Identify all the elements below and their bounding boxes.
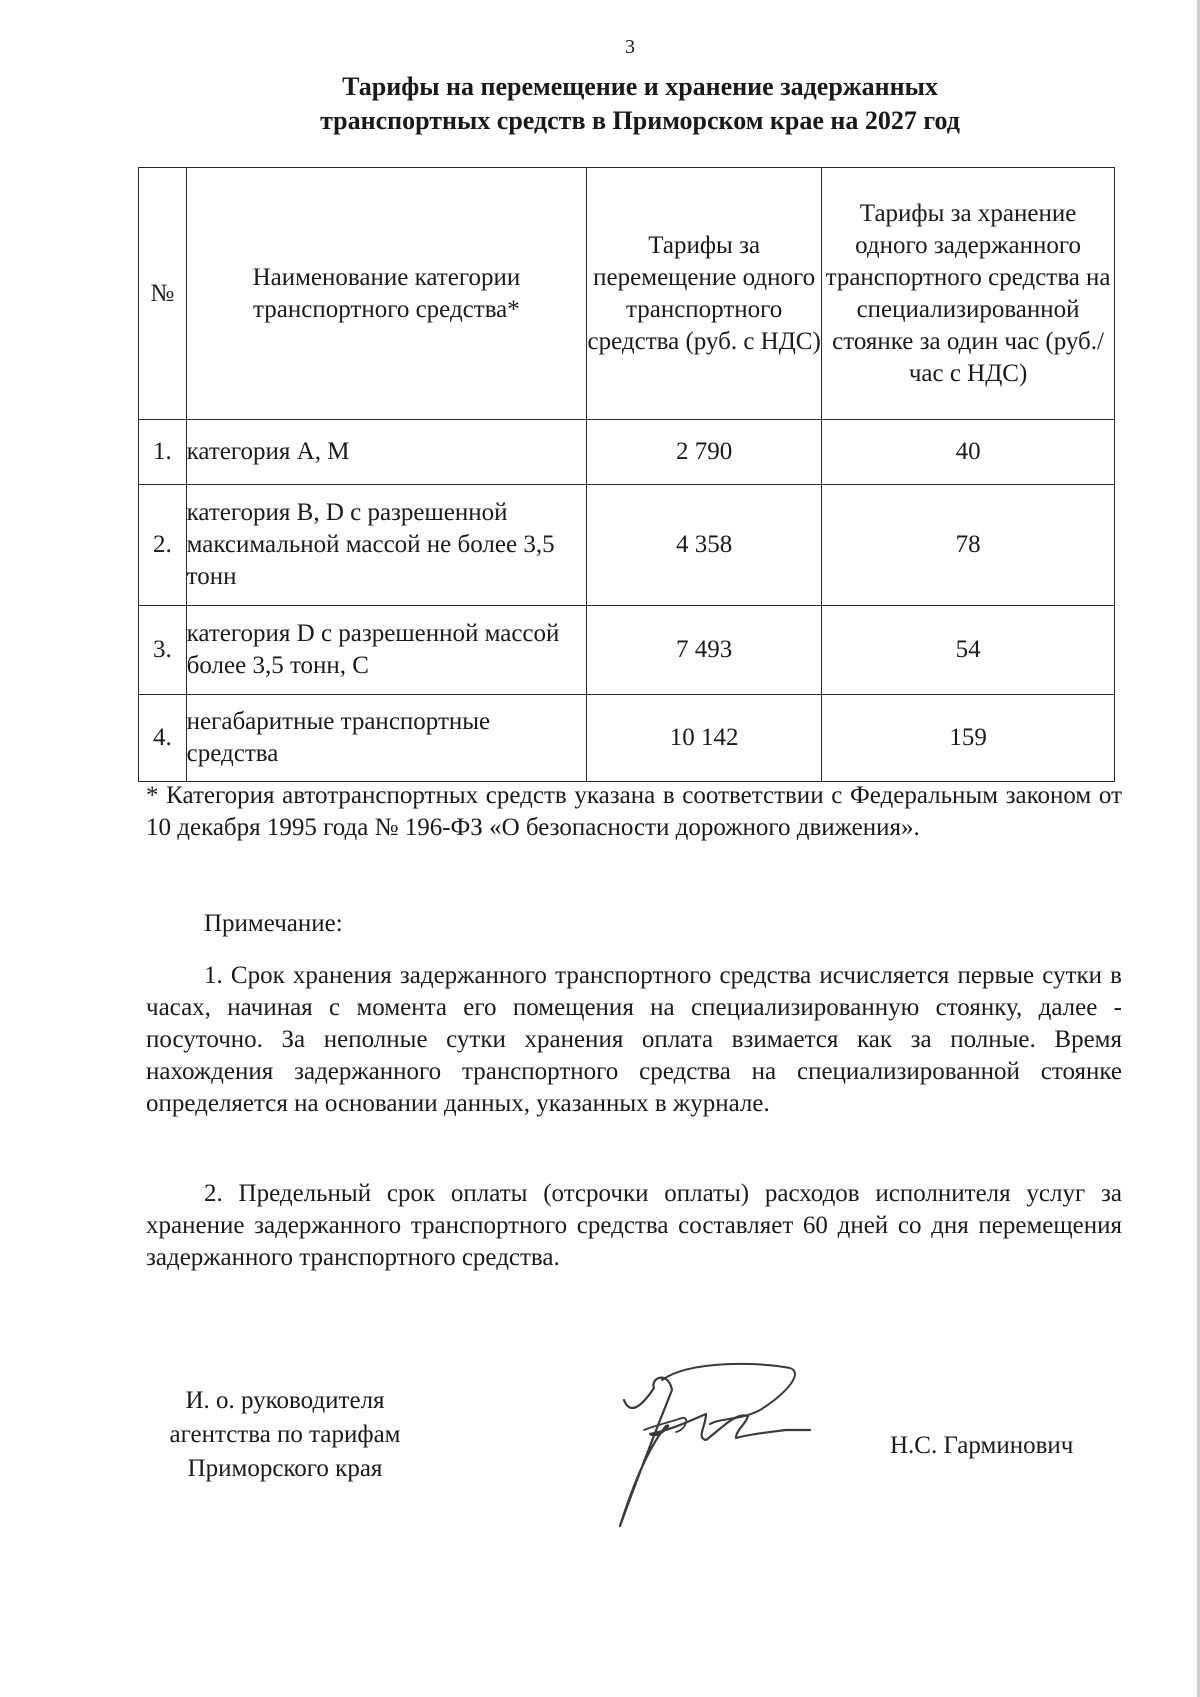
row-number: 3. xyxy=(139,606,187,695)
row-number: 4. xyxy=(139,695,187,782)
row-category: категория А, М xyxy=(186,420,587,485)
row-move-tariff: 2 790 xyxy=(587,420,822,485)
note-paragraph-2: 2. Предельный срок оплаты (отсрочки оплаты) расходов исполнителя услуг за хранение задержанного транспортного средства составляет 60 дней со дня перемещения задержанного транспортного средства. xyxy=(146,1180,1122,1271)
header-category-name: Наименование категории транспортного средства* xyxy=(186,168,587,420)
row-number: 1. xyxy=(139,420,187,485)
signer-position xyxy=(150,1384,420,1486)
footnote: * Категория автотранспортных средств указана в соответствии с Федеральным законом от 10 декабря 1995 года № 196-ФЗ «О безопасности дорожного движения». xyxy=(146,782,1122,841)
row-category: категория D с разрешенной массой более 3,5 тонн, С xyxy=(186,606,587,695)
row-storage-tariff: 159 xyxy=(822,695,1115,782)
table-row xyxy=(139,695,1115,782)
signer-name: Н.С. Гарминович xyxy=(890,1432,1074,1459)
row-storage-tariff: 78 xyxy=(822,485,1115,606)
row-category: категория В, D с разрешенной максимальной массой не более 3,5 тонн xyxy=(186,485,587,606)
row-category: негабаритные транспортные средства xyxy=(186,695,587,782)
header-storage-tariff: Тарифы за хранение одного задержанного транспортного средства на специализированной стоянке за один час (руб./час с НДС) xyxy=(822,168,1115,420)
handwritten-signature xyxy=(610,1360,820,1540)
note-paragraph-1: 1. Срок хранения задержанного транспортного средства исчисляется первые сутки в часах, начиная с момента его помещения на специализированную стоянку, далее - посуточно. За неполные сутки хранения оплата взимается как за полные. Время нахождения задержанного транспортного средства на специализированной стоянке определяется на основании данных, указанных в журнале. xyxy=(146,962,1122,1117)
table-row xyxy=(139,485,1115,606)
table-header-row xyxy=(139,168,1115,420)
tariff-table xyxy=(138,167,1115,782)
document-title xyxy=(180,70,1100,138)
header-move-tariff: Тарифы за перемещение одного транспортного средства (руб. с НДС) xyxy=(587,168,822,420)
title-line-1: Тарифы на перемещение и хранение задержанных xyxy=(342,72,938,101)
row-move-tariff: 10 142 xyxy=(587,695,822,782)
title-line-2: транспортных средств в Приморском крае на 2027 год xyxy=(320,106,960,135)
row-storage-tariff: 54 xyxy=(822,606,1115,695)
table-row xyxy=(139,606,1115,695)
row-move-tariff: 4 358 xyxy=(587,485,822,606)
row-number: 2. xyxy=(139,485,187,606)
row-move-tariff: 7 493 xyxy=(587,606,822,695)
signer-position-line-2: агентства по тарифам xyxy=(169,1421,401,1448)
header-number: № xyxy=(139,168,187,420)
table-row xyxy=(139,420,1115,485)
row-storage-tariff: 40 xyxy=(822,420,1115,485)
page-number: 3 xyxy=(625,36,635,58)
signer-position-line-1: И. о. руководителя xyxy=(185,1387,385,1414)
signer-position-line-3: Приморского края xyxy=(187,1455,383,1482)
note-title: Примечание: xyxy=(204,910,343,937)
